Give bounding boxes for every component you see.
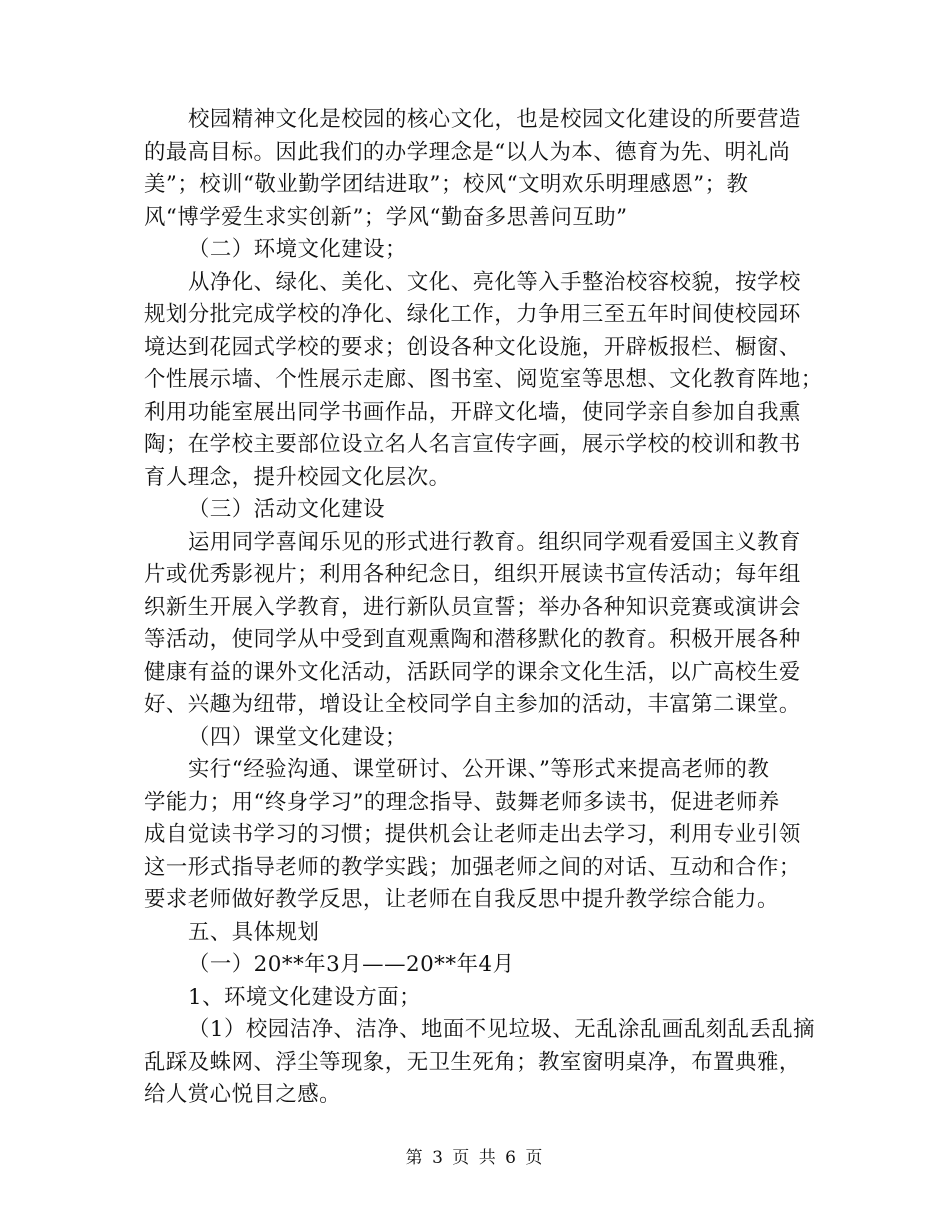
page-footer xyxy=(0,1143,950,1168)
text-line: 乱踩及蛛网、浮尘等现象，无卫生死角；教室窗明桌净，布置典雅， xyxy=(144,1049,801,1075)
text-line: （一）20**年3月——20**年4月 xyxy=(188,952,515,977)
text-line: 织新生开展入学教育，进行新队员宣誓；举办各种知识竞赛或演讲会 xyxy=(144,594,801,620)
text-line: 实行“经验沟通、课堂研讨、公开课、”等形式来提高老师的教 xyxy=(188,757,770,782)
text-line: 成自觉读书学习的习惯；提供机会让老师走出去学习，利用专业引领 xyxy=(144,822,801,847)
text-line: （二）环境文化建设； xyxy=(188,237,407,262)
text-line: （1）校园洁净、洁净、地面不见垃圾、无乱涂乱画乱刻乱丢乱摘 xyxy=(188,1017,816,1042)
text-line: 1、环境文化建设方面； xyxy=(188,984,422,1010)
text-line: 规划分批完成学校的净化、绿化工作，力争用三至五年时间使校园环 xyxy=(144,302,801,327)
text-line: 个性展示墙、个性展示走廊、图书室、阅览室等思想、文化教育阵地； xyxy=(144,367,823,392)
text-line: 这一形式指导老师的教学实践；加强老师之间的对话、互动和合作； xyxy=(144,854,801,880)
text-line: 的最高目标。因此我们的办学理念是“以人为本、德育为先、明礼尚 xyxy=(144,139,791,165)
text-line: （三）活动文化建设 xyxy=(188,497,386,522)
text-line: 健康有益的课外文化活动，活跃同学的课余文化生活，以广高校生爱 xyxy=(144,659,801,685)
text-line: 境达到花园式学校的要求；创设各种文化设施，开辟板报栏、橱窗、 xyxy=(144,334,801,360)
text-line: 育人理念，提升校园文化层次。 xyxy=(144,464,451,490)
text-line: 五、具体规划 xyxy=(188,919,320,945)
text-line: 陶；在学校主要部位设立名人名言宣传字画，展示学校的校训和教书 xyxy=(144,432,801,457)
page-number-label: 第 3 页 共 6 页 xyxy=(405,1148,545,1168)
text-line: 风“博学爱生求实创新”；学风“勤奋多思善问互助” xyxy=(144,204,628,230)
text-line: 学能力；用“终身学习”的理念指导、鼓舞老师多读书，促进老师养 xyxy=(144,789,780,815)
text-line: （四）课堂文化建设； xyxy=(188,724,407,750)
text-line: 要求老师做好教学反思，让老师在自我反思中提升教学综合能力。 xyxy=(144,887,779,912)
text-line: 从净化、绿化、美化、文化、亮化等入手整治校容校貌，按学校 xyxy=(188,269,801,295)
text-line: 等活动，使同学从中受到直观熏陶和潜移默化的教育。积极开展各种 xyxy=(144,627,801,652)
text-line: 利用功能室展出同学书画作品，开辟文化墙，使同学亲自参加自我熏 xyxy=(144,399,801,425)
text-line: 给人赏心悦目之感。 xyxy=(144,1082,342,1107)
text-line: 片或优秀影视片；利用各种纪念日，组织开展读书宣传活动；每年组 xyxy=(144,562,801,587)
text-line: 好、兴趣为纽带，增设让全校同学自主参加的活动，丰富第二课堂。 xyxy=(144,692,801,717)
text-line: 运用同学喜闻乐见的形式进行教育。组织同学观看爱国主义教育 xyxy=(188,529,801,555)
document-body xyxy=(144,104,823,1112)
text-line: 美”；校训“敬业勤学团结进取”；校风“文明欢乐明理感恩”；教 xyxy=(144,172,749,197)
text-line: 校园精神文化是校园的核心文化，也是校园文化建设的所要营造 xyxy=(188,107,801,132)
